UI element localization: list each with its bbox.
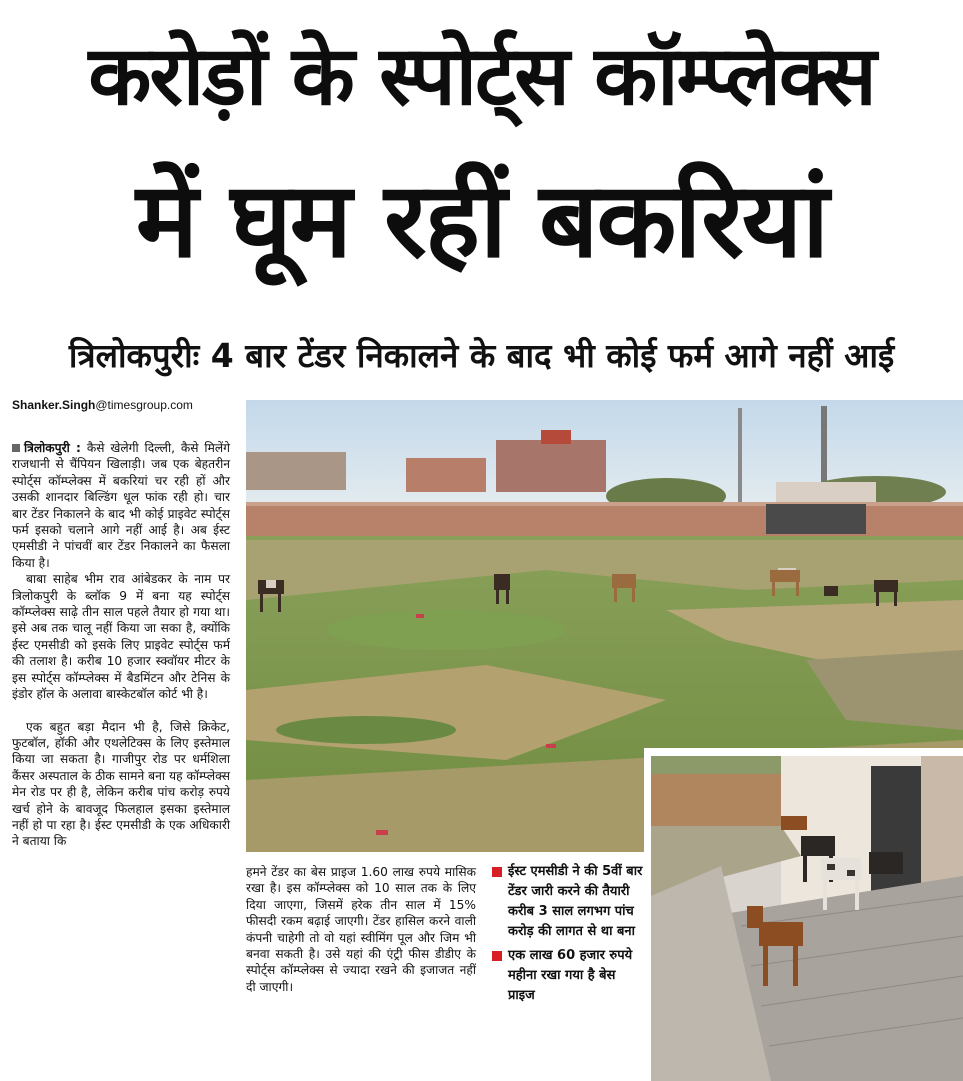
subheadline: त्रिलोकपुरीः 4 बार टेंडर निकालने के बाद भी कोई फर्म आगे नहीं आई xyxy=(68,336,895,375)
highlight-item: ईस्ट एमसीडी ने की 5वीं बार टेंडर जारी करने की तैयारी करीब 3 साल लगभग पांच करोड़ की लागत से था बना xyxy=(492,862,644,942)
highlight-item: एक लाख 60 हजार रुपये महीना रखा गया है बेस प्राइज xyxy=(492,946,644,1006)
square-bullet-icon xyxy=(12,444,20,452)
red-square-bullet-icon xyxy=(492,951,502,961)
byline-domain: @timesgroup.com xyxy=(95,398,193,412)
headline-line-1: करोड़ों के स्पोर्ट्स कॉम्प्लेक्स xyxy=(88,29,875,124)
article-column-2 xyxy=(246,864,476,995)
article-column-1 xyxy=(12,440,230,850)
article-paragraph: त्रिलोकपुरी : कैसे खेलेगी दिल्ली, कैसे मिलेंगे राजधानी से चैंपियन खिलाड़ी। जब एक बेहतरीन स्पोर्ट्स कॉम्प्लेक्स में बकरियां चर रही हों और उसकी शानदार बिल्डिंग धूल फांक रही हो। चार बार टेंडर निकालने के बाद भी कोई प्राइवेट स्पोर्ट्स फर्म इसको चलाने आगे नहीं आई है। अब ईस्ट एमसीडी ने पांचवीं बार टेंडर निकालने का फैसला किया है। xyxy=(12,441,230,570)
article-paragraph: एक बहुत बड़ा मैदान भी है, जिसे क्रिकेट, फुटबॉल, हॉकी और एथलेटिक्स के लिए इस्तेमाल किया जा सकता है। गाजीपुर रोड पर धर्मशिला कैंसर अस्पताल के ठीक सामने बना यह कॉम्प्लेक्स मेन रोड पर ही है, लेकिन करीब पांच करोड़ रुपये खर्च होने के बावजूद फिलहाल इसका इस्तेमाल नहीं हो पा रहा है। ईस्ट एमसीडी के एक अधिकारी ने बताया कि xyxy=(12,719,230,849)
byline xyxy=(12,398,193,412)
red-square-bullet-icon xyxy=(492,867,502,877)
dateline: त्रिलोकपुरी : xyxy=(24,441,81,455)
headline-line-2: में घूम रहीं बकरियां xyxy=(135,159,828,281)
article-paragraph: हमने टेंडर का बेस प्राइज 1.60 लाख रुपये मासिक रखा है। इस कॉम्प्लेक्स को 10 साल तक के लिए दिया जाएगा, जिसमें हरेक तीन साल में 15% फीसदी रकम बढ़ाई जाएगी। टेंडर हासिल करने वाली कंपनी चाहेगी तो वो यहां स्वीमिंग पूल और जिम भी बनवा सकती है। उसे यहां की एंट्री फीस डीडीए के स्पोर्ट्स कॉम्प्लेक्स से ज्यादा रखने की इजाजत नहीं दी जाएगी। xyxy=(246,865,476,994)
byline-name: Shanker.Singh xyxy=(12,398,96,412)
highlights-box xyxy=(492,862,644,1010)
article-paragraph: बाबा साहेब भीम राव आंबेडकर के नाम पर त्रिलोकपुरी के ब्लॉक 9 में बना यह स्पोर्ट्स कॉम्प्लेक्स साढ़े तीन साल पहले तैयार हो गया था। इसे अब तक चालू नहीं किया जा सका है, क्योंकि ईस्ट एमसीडी को इसके लिए प्राइवेट स्पोर्ट्स फर्म की तलाश है। करीब 10 हजार स्क्वॉयर मीटर के इस स्पोर्ट्स कॉम्प्लेक्स में बैडमिंटन और टेनिस के इंडोर हॉल के अलावा बास्केटबॉल कोर्ट भी है। xyxy=(12,572,230,702)
inset-photo-goats-near-building xyxy=(644,748,963,1081)
